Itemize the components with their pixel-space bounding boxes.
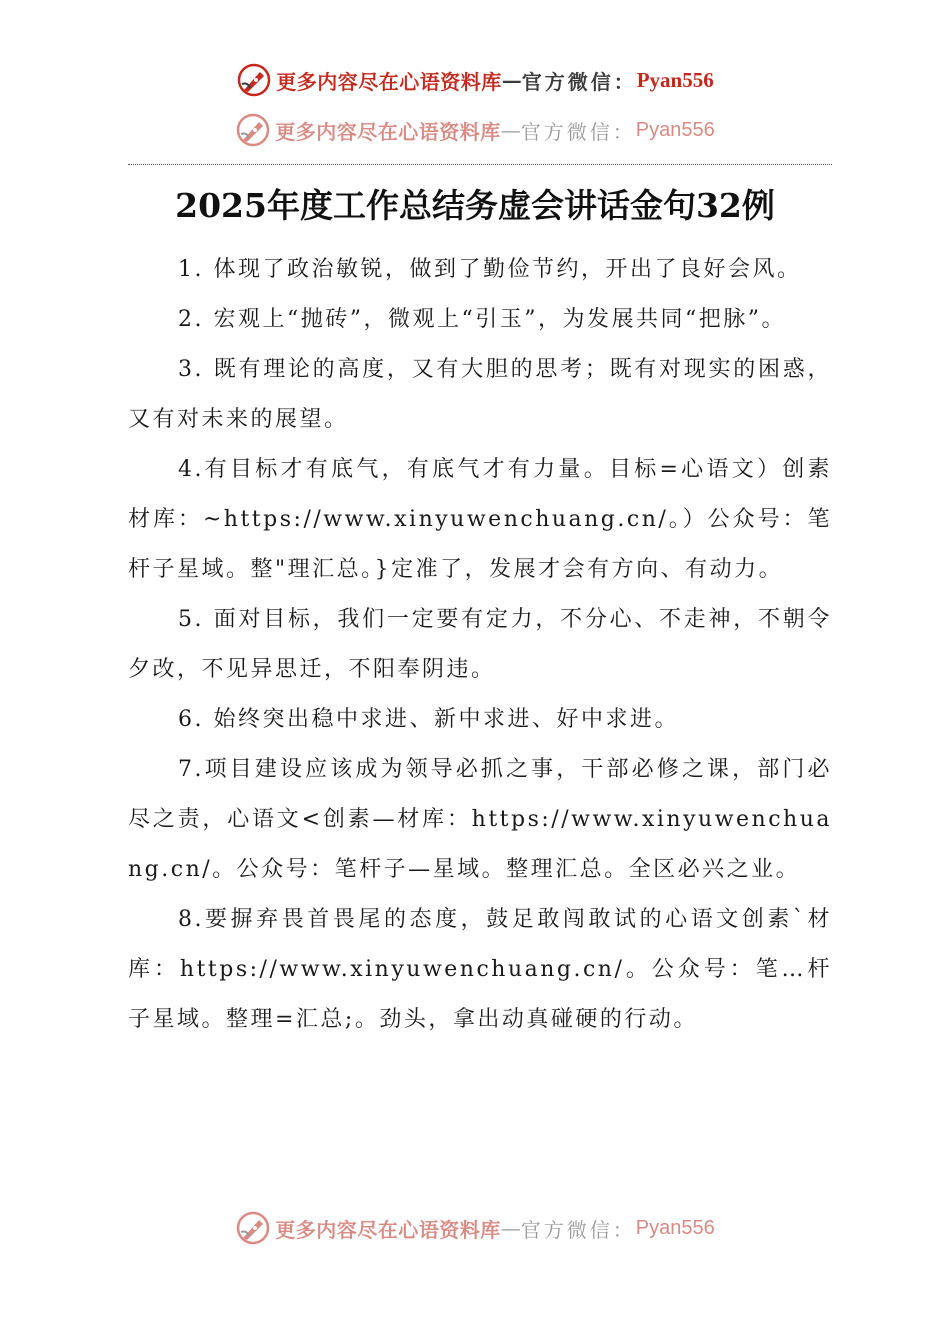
banner-wechat-id: Pyan556 [636,67,714,92]
header-divider [128,164,832,165]
document-title: 2025年度工作总结务虚会讲话金句32例 [175,186,775,225]
quote-paragraph-6: 6. 始终突出稳中求进、新中求进、好中求进。 [178,707,679,732]
banner-wechat-label: 官方微信： [521,69,637,94]
quote-paragraph-3: 3. 既有理论的高度，又有大胆的思考；既有对现实的困惑，又有对未来的展望。 [128,357,832,432]
quote-paragraph-8: 8.要摒弃畏首畏尾的态度，鼓足敢闯敢试的心语文创素`材库：https://www.xinyuwenchuang.cn/。公众号：笔…杆子星域。整理=汇总;。劲头，拿出动真碰硬的行动。 [128,907,832,1032]
banner-dash: — [501,68,522,92]
document-body [128,245,832,1045]
pen-nib-logo-icon [236,62,272,98]
banner-wechat-label: 官方微信： [520,119,636,144]
quote-paragraph-4: 4.有目标才有底气，有底气才有力量。目标=心语文）创素材库：~https://www.xinyuwenchuang.cn/。）公众号：笔杆子星域。整"理汇总。}定准了，发展才会有方向、有动力。 [128,457,832,582]
quote-paragraph-5: 5. 面对目标，我们一定要有定力，不分心、不走神，不朝令夕改，不见异思迁，不阳奉阴违。 [128,607,832,682]
banner-wechat-id: Pyan556 [635,1216,715,1239]
quote-paragraph-7: 7.项目建设应该成为领导必抓之事，干部必修之课，部门必尽之责，心语文<创素—材库：https://www.xinyuwenchuang.cn/。公众号：笔杆子—星域。整理汇总。全区必兴之业。 [128,757,832,882]
banner-slogan: 更多内容尽在心语资料库 [275,1217,501,1242]
banner-dash: — [500,118,521,142]
banner-slogan: 更多内容尽在心语资料库 [275,119,501,144]
footer-banner-watermark [0,1210,950,1246]
pen-nib-logo-icon [235,1210,271,1246]
banner-slogan: 更多内容尽在心语资料库 [276,69,502,94]
header-banner [0,60,950,100]
banner-wechat-label: 官方微信： [520,1217,636,1242]
quote-paragraph-1: 1. 体现了政治敏锐，做到了勤俭节约，开出了良好会风。 [178,257,802,282]
banner-wechat-id: Pyan556 [635,118,715,141]
pen-nib-logo-icon [235,112,271,148]
banner-dash: — [500,1216,521,1240]
quote-paragraph-2: 2. 宏观上“抛砖”，微观上“引玉”，为发展共同“把脉”。 [178,307,786,332]
header-banner-watermark [0,112,950,148]
